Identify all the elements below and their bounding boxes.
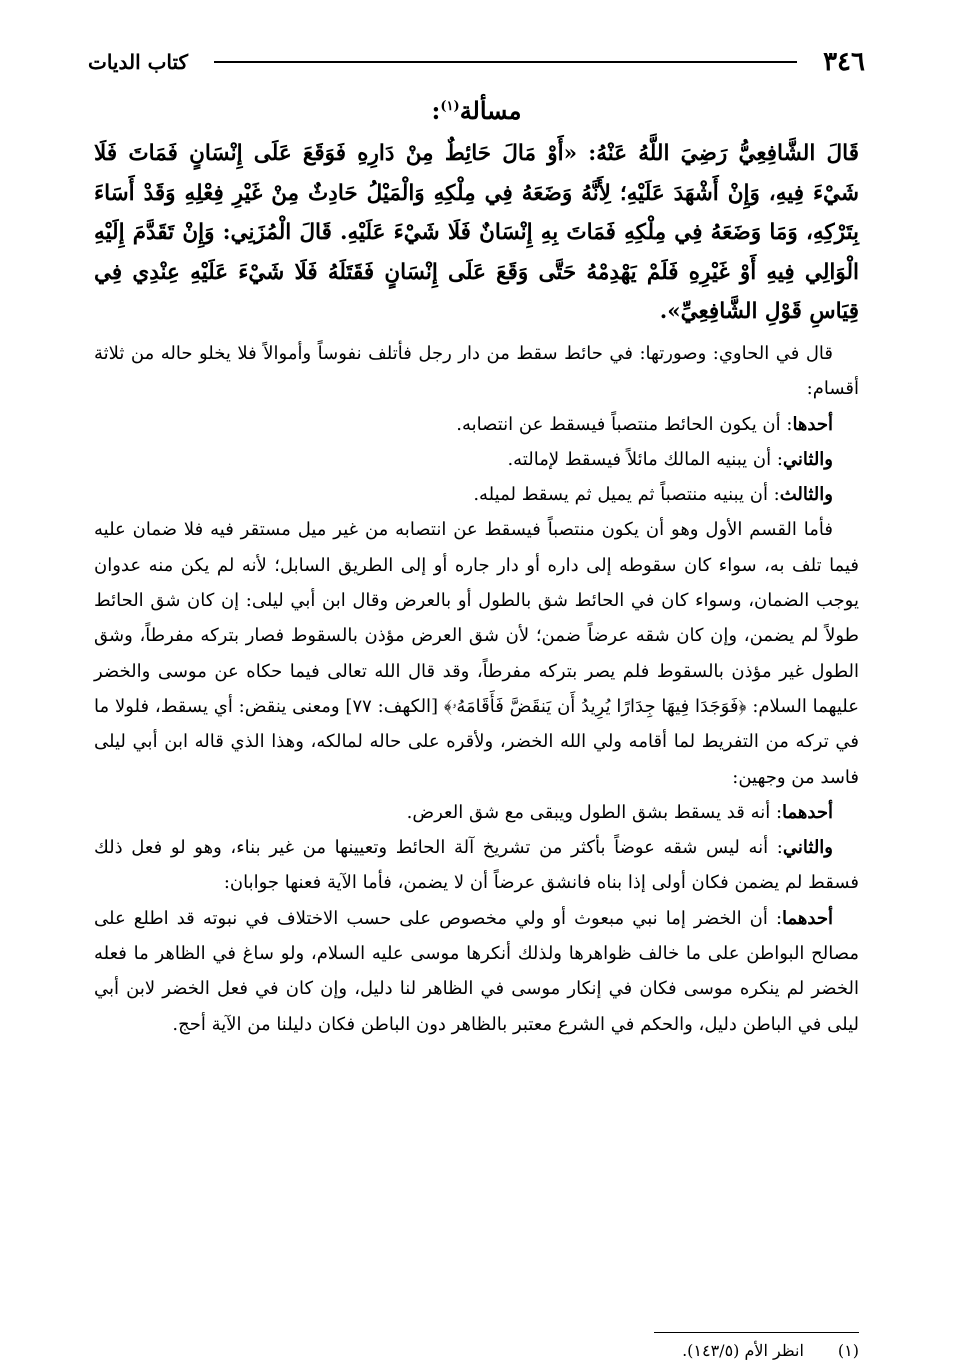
heading-footnote-mark: (١) <box>440 99 460 114</box>
paragraph-label: والثاني <box>782 837 833 859</box>
paragraph-rebuttal-one <box>94 795 859 830</box>
paragraph-third-case <box>94 477 859 512</box>
paragraph-text: فأما القسم الأول وهو أن يكون منتصباً فيسقط عن انتصابه من غير ميل مستقر فيه فلا ضمان عليه فيما تلف به، سواء كان سقوطه إلى داره أو دار جاره أو إلى الطريق السابل؛ لأنه لم يكن منه عدوان يوجب الضمان، وسواء كان في الحائط شق بالطول أو بالعرض وقال ابن أبي ليلى: إن كان شق الحائط طولاً لم يضمن، وإن كان شقه عرضاً ضمن؛ لأن شق العرض مؤذن بالسقوط فصار بتركه مفرطاً، وشق الطول غير مؤذن بالسقوط فلم يصر بتركه مفرطاً، وقد قال الله تعالى فيما حكاه عن موسى والخضر عليهما السلام: <box>94 519 859 717</box>
paragraph-text: : أنه ليس شقه عوضاً بأكثر من تشريخ آلة الحائط وتعيينها من غير بناء، وهو لو فعل ذلك فسقط لم يضمن فكان أولى إذا بناه فانشق عرضاً أن لا يضمن، فأما الآية فعنها جوابان: <box>94 837 859 894</box>
paragraph-answer-one <box>94 901 859 1042</box>
page-body <box>94 134 859 1042</box>
paragraph-text: : أن يبنيه المالك مائلاً فيسقط لإمالته. <box>507 448 783 470</box>
paragraph-label: والثالث <box>779 484 833 506</box>
paragraph-intro: قال في الحاوي: وصورتها: في حائط سقط من دار رجل فأتلف نفوساً وأموالاً فلا يخلو حاله من ثلاثة أقسام: <box>94 342 859 400</box>
page-number: ٣٤٦ <box>823 47 865 77</box>
header-rule <box>214 61 797 63</box>
paragraph-label: والثاني <box>782 448 833 470</box>
footnote-text: انظر الأم (١٤٣/٥). <box>682 1341 804 1360</box>
matn-text: قَالَ الشَّافِعِيُّ رَضِيَ اللَّهُ عَنْهُ: «أَوْ مَالَ حَائِطٌ مِنْ دَارِهِ فَوَقَعَ عَلَى إِنْسَانٍ فَمَاتَ فَلَا شَيْءَ فِيهِ، وَإِنْ أَشْهَدَ عَلَيْهِ؛ لِأَنَّهُ وَضَعَهُ فِي مِلْكِهِ وَالْمَيْلُ حَادِثٌ مِنْ غَيْرِ فِعْلِهِ وَقَدْ أَسَاءَ بِتَرْكِهِ، وَمَا وَضَعَهُ فِي مِلْكِهِ فَمَاتَ بِهِ إِنْسَانٌ فَلَا شَيْءَ عَلَيْهِ. قَالَ الْمُزَنِي: وَإِنْ تَقَدَّمَ إِلَيْهِ الْوَالِي فِيهِ أَوْ غَيْرِهِ فَلَمْ يَهْدِمْهُ حَتَّى وَقَعَ عَلَى إِنْسَانٍ فَقَتَلَهُ فَلَا شَيْءَ عَلَيْهِ عِنْدِي فِي قِيَاسِ قَوْلِ الشَّافِعِيِّ». <box>94 141 859 325</box>
paragraph-label: أحدها <box>792 413 833 435</box>
section-heading <box>0 96 953 125</box>
book-title: كتاب الديات <box>88 50 189 74</box>
heading-title: مسألة <box>459 96 522 125</box>
footnote-number: (١) <box>837 1341 859 1360</box>
paragraph-label: أحدهما <box>782 801 833 823</box>
quran-verse: ﴿فَوَجَدَا فِيهَا جِدَارًا يُرِيدُ أَن يَنقَضَّ فَأَقَامَهُۥ﴾ <box>443 695 747 717</box>
paragraph-text: : أن الخضر إما نبي مبعوث أو ولي مخصوص على حسب الاختلاف في نبوته قد اطلع على مصالح البواطن على ما خالف ظواهرها ولذلك أنكرها موسى عليه السلام، ولو ساغ في الظاهر ما فعله الخضر لم ينكره موسى فكان في إنكار موسى في الظاهر لنا دليل، وإن كان في فعل الخضر لابن أبي ليلى في الباطن دليل، والحكم في الشرع معتبر بالظاهر دون الباطن فكان دليلنا من الآية أحج. <box>94 907 859 1035</box>
heading-colon: : <box>431 96 441 125</box>
paragraph-text: : أن يكون الحائط منتصباً فيسقط عن انتصابه. <box>456 413 793 435</box>
paragraph-first-section <box>94 512 859 794</box>
paragraph-second-case <box>94 442 859 477</box>
paragraph-first-case <box>94 407 859 442</box>
footnote <box>94 1340 859 1362</box>
paragraph-rebuttal-two <box>94 830 859 901</box>
paragraph-text: [الكهف: ٧٧] ومعنى ينقض: أي يسقط، فلولا ما في تركه من التفريط لما أقامه ولي الله الخضر، ولأقره على حاله لمالكه، وهذا الذي قاله ابن أبي ليلى فاسد من وجهين: <box>94 695 859 788</box>
paragraph-text: : أنه قد يسقط بشق الطول ويبقى مع شق العرض. <box>406 801 783 823</box>
footnote-rule <box>654 1332 859 1333</box>
paragraph-label: أحدهما <box>782 907 833 929</box>
page-header <box>88 46 865 78</box>
paragraph-text: : أن يبنيه منتصباً ثم يميل ثم يسقط لميله. <box>473 484 780 506</box>
